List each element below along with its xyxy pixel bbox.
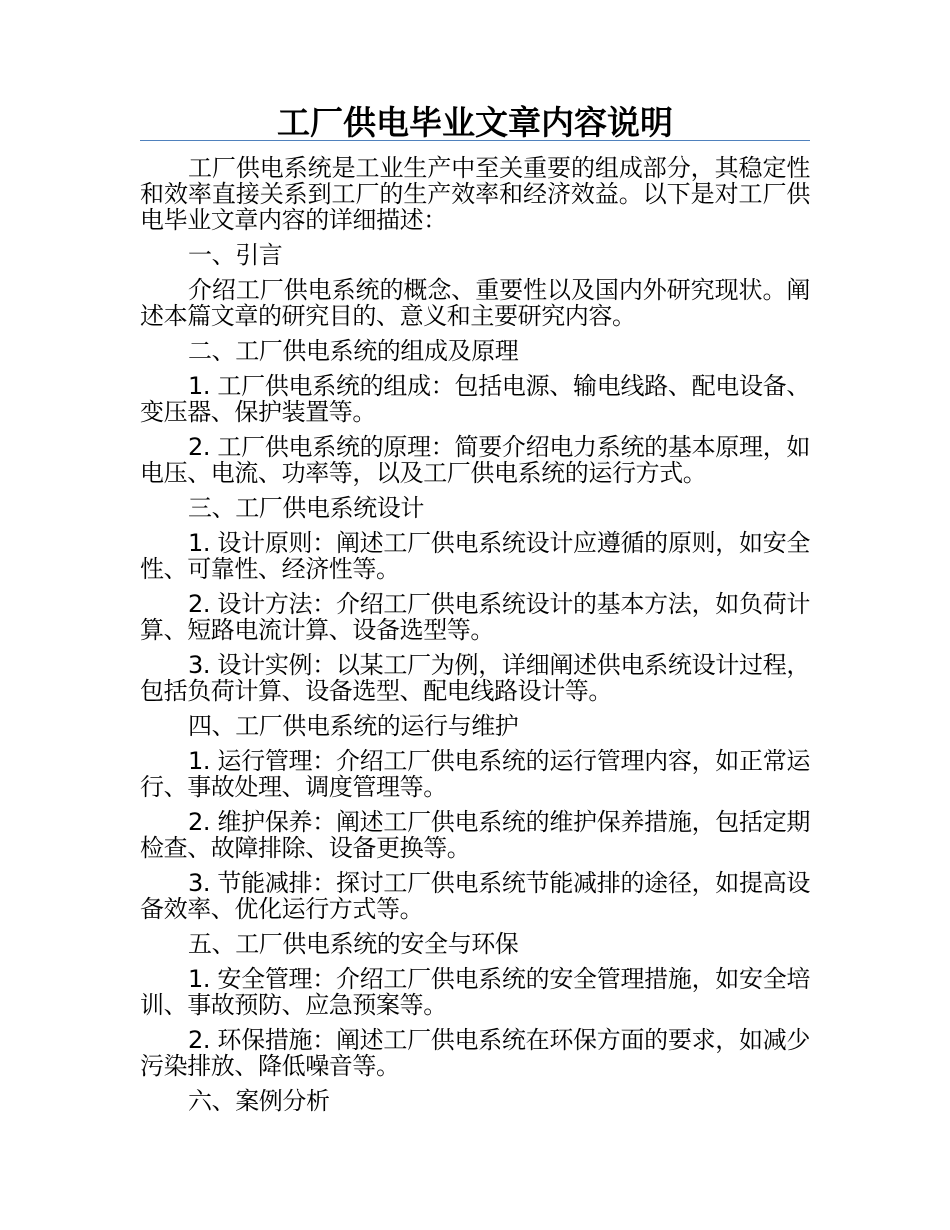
section-paragraph: 1. 安全管理：介绍工厂供电系统的安全管理措施，如安全培训、事故预防、应急预案等。 — [140, 965, 810, 1019]
section-paragraph: 3. 设计实例：以某工厂为例，详细阐述供电系统设计过程，包括负荷计算、设备选型、配电线路设计等。 — [140, 651, 810, 705]
section-paragraph: 介绍工厂供电系统的概念、重要性以及国内外研究现状。阐述本篇文章的研究目的、意义和主要研究内容。 — [140, 276, 810, 330]
section-heading-4: 四、工厂供电系统的运行与维护 — [188, 712, 519, 740]
section-heading-1: 一、引言 — [188, 241, 283, 269]
section-heading-5: 五、工厂供电系统的安全与环保 — [188, 930, 519, 958]
section-paragraph: 2. 维护保养：阐述工厂供电系统的维护保养措施，包括定期检查、故障排除、设备更换等。 — [140, 808, 810, 862]
section-heading-3: 三、工厂供电系统设计 — [188, 494, 424, 522]
section-heading-2: 二、工厂供电系统的组成及原理 — [188, 337, 519, 365]
section-paragraph: 1. 运行管理：介绍工厂供电系统的运行管理内容，如正常运行、事故处理、调度管理等。 — [140, 747, 810, 801]
section-paragraph: 1. 设计原则：阐述工厂供电系统设计应遵循的原则，如安全性、可靠性、经济性等。 — [140, 529, 810, 583]
section-paragraph: 1. 工厂供电系统的组成：包括电源、输电线路、配电设备、变压器、保护装置等。 — [140, 372, 810, 426]
intro-paragraph: 工厂供电系统是工业生产中至关重要的组成部分，其稳定性和效率直接关系到工厂的生产效率和经济效益。以下是对工厂供电毕业文章内容的详细描述： — [140, 154, 810, 234]
section-heading-6: 六、案例分析 — [188, 1087, 330, 1115]
section-paragraph: 3. 节能减排：探讨工厂供电系统节能减排的途径，如提高设备效率、优化运行方式等。 — [140, 869, 810, 923]
section-paragraph: 2. 环保措施：阐述工厂供电系统在环保方面的要求，如减少污染排放、降低噪音等。 — [140, 1026, 810, 1080]
section-paragraph: 2. 工厂供电系统的原理：简要介绍电力系统的基本原理，如电压、电流、功率等，以及工厂供电系统的运行方式。 — [140, 433, 810, 487]
document-body — [140, 103, 810, 1123]
document-title: 工厂供电毕业文章内容说明 — [277, 103, 673, 142]
section-paragraph: 2. 设计方法：介绍工厂供电系统设计的基本方法，如负荷计算、短路电流计算、设备选型等。 — [140, 590, 810, 644]
